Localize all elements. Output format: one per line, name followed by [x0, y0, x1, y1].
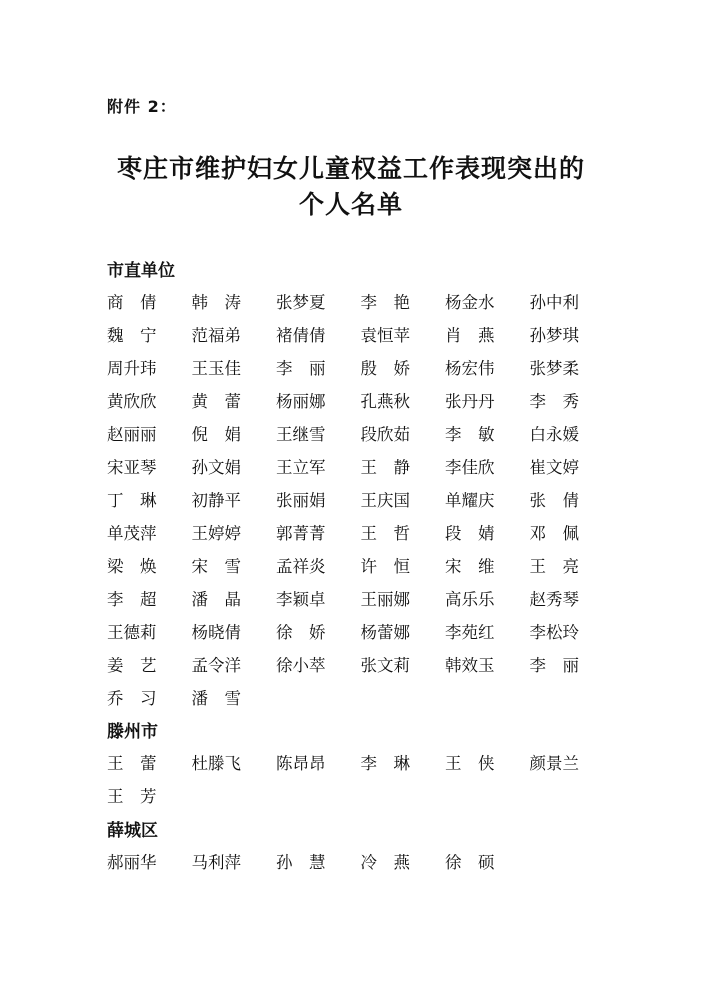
- person-name: 崔文婷: [529, 458, 579, 477]
- person-name: 孔燕秋: [360, 392, 410, 411]
- person-name: 徐小萃: [276, 656, 326, 675]
- person-name: 徐 硕: [445, 853, 495, 872]
- person-name: 杜滕飞: [191, 754, 241, 773]
- person-name: 邓 佩: [529, 524, 579, 543]
- person-name: 韩效玉: [445, 656, 495, 675]
- person-name: 王庆国: [360, 491, 410, 510]
- person-name: 梁 焕: [107, 557, 157, 576]
- person-name: 杨金水: [445, 293, 495, 312]
- person-name: 潘 晶: [191, 590, 241, 609]
- person-name: 肖 燕: [445, 326, 495, 345]
- person-name: 李 丽: [276, 359, 326, 378]
- person-name: 李 艳: [360, 293, 410, 312]
- person-name: 孟祥炎: [276, 557, 326, 576]
- person-name: 李 超: [107, 590, 157, 609]
- person-name: 王继雪: [276, 425, 326, 444]
- attachment-label: 附件 2：: [107, 97, 177, 116]
- person-name: 孙梦琪: [529, 326, 579, 345]
- person-name: 颜景兰: [529, 754, 579, 773]
- person-name: 王婷婷: [191, 524, 241, 543]
- person-name: 丁 琳: [107, 491, 157, 510]
- person-name: 王德莉: [107, 623, 157, 642]
- person-name: 高乐乐: [445, 590, 495, 609]
- person-name: 杨晓倩: [191, 623, 241, 642]
- person-name: 魏 宁: [107, 326, 157, 345]
- person-name: 王 侠: [445, 754, 495, 773]
- person-name: 张丽娟: [276, 491, 326, 510]
- person-name: 张梦柔: [529, 359, 579, 378]
- person-name: 王 亮: [529, 557, 579, 576]
- person-name: 褚倩倩: [276, 326, 326, 345]
- person-name: 李颖卓: [276, 590, 326, 609]
- person-name: 李 丽: [529, 656, 579, 675]
- section-heading-shizhi: 市直单位: [107, 261, 175, 281]
- person-name: 宋亚琴: [107, 458, 157, 477]
- person-name: 宋 雪: [191, 557, 241, 576]
- person-name: 单耀庆: [445, 491, 495, 510]
- person-name: 孙中利: [529, 293, 579, 312]
- person-name: 徐 娇: [276, 623, 326, 642]
- person-name: 乔 习: [107, 689, 157, 708]
- person-name: 王 静: [360, 458, 410, 477]
- person-name: 张梦夏: [276, 293, 326, 312]
- document-title-line-1: 枣庄市维护妇女儿童权益工作表现突出的: [116, 154, 585, 183]
- person-name: 王丽娜: [360, 590, 410, 609]
- person-name: 郝丽华: [107, 853, 157, 872]
- person-name: 李佳欣: [445, 458, 495, 477]
- person-name: 马利萍: [191, 853, 241, 872]
- person-name: 孟令洋: [191, 656, 241, 675]
- name-list-shizhi: [107, 286, 607, 715]
- person-name: 陈昂昂: [276, 754, 326, 773]
- document-title-line-2: 个人名单: [298, 190, 403, 219]
- name-list-tengzhou: [107, 747, 607, 813]
- person-name: 商 倩: [107, 293, 157, 312]
- person-name: 范福弟: [191, 326, 241, 345]
- person-name: 张文莉: [360, 656, 410, 675]
- person-name: 李 秀: [529, 392, 579, 411]
- person-name: 张 倩: [529, 491, 579, 510]
- person-name: 王 芳: [107, 787, 157, 806]
- person-name: 黄欣欣: [107, 392, 157, 411]
- person-name: 黄 蕾: [191, 392, 241, 411]
- person-name: 孙文娟: [191, 458, 241, 477]
- person-name: 杨宏伟: [445, 359, 495, 378]
- person-name: 王 蕾: [107, 754, 157, 773]
- person-name: 李 敏: [445, 425, 495, 444]
- person-name: 李松玲: [529, 623, 579, 642]
- person-name: 单茂萍: [107, 524, 157, 543]
- person-name: 李 琳: [360, 754, 410, 773]
- section-heading-xuecheng: 薛城区: [107, 821, 158, 841]
- person-name: 孙 慧: [276, 853, 326, 872]
- person-name: 王 哲: [360, 524, 410, 543]
- person-name: 倪 娟: [191, 425, 241, 444]
- person-name: 郭菁菁: [276, 524, 326, 543]
- person-name: 杨丽娜: [276, 392, 326, 411]
- person-name: 赵丽丽: [107, 425, 157, 444]
- name-list-xuecheng: [107, 846, 607, 879]
- person-name: 潘 雪: [191, 689, 241, 708]
- person-name: 姜 艺: [107, 656, 157, 675]
- person-name: 段欣茹: [360, 425, 410, 444]
- person-name: 殷 娇: [360, 359, 410, 378]
- person-name: 韩 涛: [191, 293, 241, 312]
- person-name: 杨蕾娜: [360, 623, 410, 642]
- person-name: 李苑红: [445, 623, 495, 642]
- section-heading-tengzhou: 滕州市: [107, 722, 158, 742]
- person-name: 初静平: [191, 491, 241, 510]
- person-name: 王立军: [276, 458, 326, 477]
- person-name: 张丹丹: [445, 392, 495, 411]
- person-name: 冷 燕: [360, 853, 410, 872]
- person-name: 周升玮: [107, 359, 157, 378]
- person-name: 王玉佳: [191, 359, 241, 378]
- person-name: 许 恒: [360, 557, 410, 576]
- person-name: 袁恒苹: [360, 326, 410, 345]
- person-name: 宋 维: [445, 557, 495, 576]
- person-name: 段 婧: [445, 524, 495, 543]
- person-name: 赵秀琴: [529, 590, 579, 609]
- person-name: 白永媛: [529, 425, 579, 444]
